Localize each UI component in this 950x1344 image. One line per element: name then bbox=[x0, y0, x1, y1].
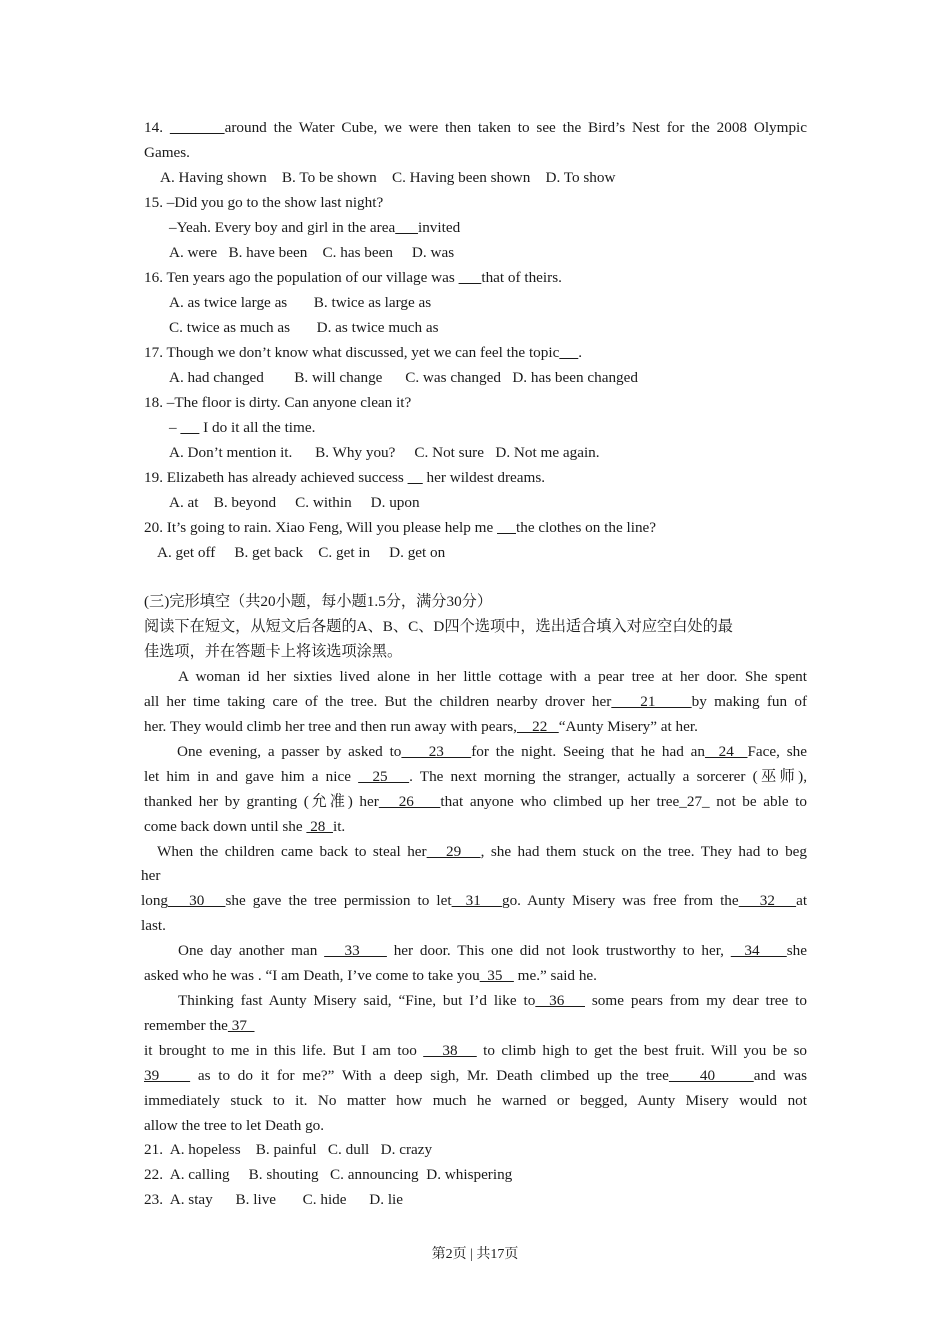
q19-blank bbox=[408, 469, 423, 486]
q15-blank bbox=[395, 219, 418, 236]
blank-21: 21 bbox=[611, 693, 692, 710]
q14-stem-cont: Games. bbox=[144, 144, 190, 161]
passage-p4-line1 bbox=[178, 941, 807, 961]
passage-text: it. bbox=[332, 818, 346, 835]
q16-text-end: that of theirs. bbox=[481, 269, 562, 286]
passage-text: “Aunty Misery” at her. bbox=[558, 718, 698, 735]
passage-p2-line2 bbox=[144, 767, 807, 787]
passage-p5-line5: immediately stuck to it. No matter how much he warned or begged, Aunty Misery would not bbox=[144, 1092, 807, 1109]
section-heading: (三)完形填空（共20小题，每小题1.5分，满分30分） bbox=[144, 593, 493, 610]
blank-38: 38 bbox=[423, 1042, 477, 1059]
passage-text: it brought to me in this life. But I am too bbox=[144, 1042, 424, 1059]
answer-options-22: 22. A. calling B. shouting C. announcing D. whispering bbox=[144, 1166, 513, 1183]
q20-text: 20. It’s going to rain. Xiao Feng, Will you please help me bbox=[144, 519, 498, 536]
blank-36: 36 bbox=[535, 992, 585, 1009]
q16-stem bbox=[144, 268, 562, 288]
passage-p5-line2 bbox=[144, 1016, 255, 1036]
passage-text: remember the bbox=[144, 1017, 228, 1034]
blank-29: 29 bbox=[426, 843, 481, 860]
passage-text: to climb high to get the best fruit. Will you be so bbox=[476, 1042, 808, 1059]
q20-text-end: the clothes on the line? bbox=[516, 519, 657, 536]
passage-text: . The next morning the stranger, actually a sorcerer (巫师), bbox=[409, 768, 807, 785]
passage-p2-line4 bbox=[144, 817, 345, 837]
q20-stem bbox=[144, 518, 656, 538]
passage-p1-line1: A woman id her sixties lived alone in her little cottage with a pear tree at her door. She spent bbox=[178, 668, 807, 685]
q18-reply bbox=[169, 418, 315, 438]
blank-31: 31 bbox=[451, 892, 502, 909]
passage-p5-line1 bbox=[178, 991, 807, 1011]
passage-text: for the night. Seeing that he had an bbox=[471, 743, 705, 760]
answer-options-21: 21. A. hopeless B. painful C. dull D. crazy bbox=[144, 1141, 433, 1158]
section-instruction-cont: 佳选项，并在答题卡上将该选项涂黑。 bbox=[144, 643, 403, 660]
q16-options-row1: A. as twice large as B. twice as large as bbox=[169, 294, 432, 311]
passage-text: One evening, a passer by asked to bbox=[177, 743, 402, 760]
page-footer: 第2页 | 共17页 bbox=[431, 1247, 519, 1262]
q18-dash: – bbox=[169, 419, 181, 436]
q18-reply-text: I do it all the time. bbox=[199, 419, 316, 436]
q15-options: A. were B. have been C. has been D. was bbox=[169, 244, 455, 261]
blank-34: 34 bbox=[730, 942, 787, 959]
passage-text: all her time taking care of the tree. But the children nearby drover her bbox=[144, 693, 612, 710]
q14-stem bbox=[144, 118, 807, 138]
q17-blank bbox=[559, 344, 578, 361]
q14-blank bbox=[170, 119, 225, 136]
passage-p5-line4 bbox=[144, 1066, 807, 1086]
blank-26: 26 bbox=[378, 793, 441, 810]
blank-39: 39 bbox=[144, 1067, 191, 1084]
passage-text: Thinking fast Aunty Misery said, “Fine, but I’d like to bbox=[178, 992, 536, 1009]
passage-text: as to do it for me?” With a deep sigh, Mr. Death climbed up the tree bbox=[190, 1067, 669, 1084]
q17-period: . bbox=[578, 344, 583, 361]
q15-reply bbox=[169, 218, 460, 238]
blank-37: 37 bbox=[227, 1017, 255, 1034]
passage-p3-line3 bbox=[141, 891, 807, 911]
passage-text: some pears from my dear tree to bbox=[585, 992, 807, 1009]
passage-text: me.” said he. bbox=[513, 967, 597, 984]
passage-text: that anyone who climbed up her tree_27_ not be able to bbox=[440, 793, 808, 810]
passage-text: come back down until she bbox=[144, 818, 307, 835]
passage-text: , she had them stuck on the tree. They had to beg bbox=[480, 843, 808, 860]
passage-text: When the children came back to steal her bbox=[157, 843, 427, 860]
section-instruction: 阅读下在短文，从短文后各题的A、B、C、D四个选项中，选出适合填入对应空白处的最 bbox=[144, 618, 733, 635]
passage-text: asked who he was . “I am Death, I’ve come to take you bbox=[144, 967, 480, 984]
q18-stem: 18. –The floor is dirty. Can anyone clean it? bbox=[144, 394, 412, 411]
blank-28: 28 bbox=[306, 818, 333, 835]
passage-p4-line2 bbox=[144, 966, 597, 986]
q15-reply-end: invited bbox=[417, 219, 461, 236]
blank-30: 30 bbox=[168, 892, 226, 909]
passage-p3-line1 bbox=[157, 842, 807, 862]
passage-text: she bbox=[786, 942, 808, 959]
passage-text: Face, she bbox=[747, 743, 808, 760]
blank-25: 25 bbox=[358, 768, 410, 785]
blank-23: 23 bbox=[401, 743, 472, 760]
q14-text: around the Water Cube, we were then taken to see the Bird’s Nest for the 2008 Olympic bbox=[224, 119, 808, 136]
blank-33: 33 bbox=[324, 942, 387, 959]
q16-text: 16. Ten years ago the population of our village was bbox=[144, 269, 459, 286]
q20-blank bbox=[497, 519, 516, 536]
q17-options: A. had changed B. will change C. was changed D. has been changed bbox=[169, 369, 638, 386]
passage-p2-line3 bbox=[144, 792, 807, 812]
q14-options: A. Having shown B. To be shown C. Having been shown D. To show bbox=[160, 169, 616, 186]
q18-blank bbox=[180, 419, 199, 436]
passage-text: go. Aunty Misery was free from the bbox=[501, 892, 739, 909]
blank-24: 24 bbox=[704, 743, 748, 760]
passage-p2-line1 bbox=[177, 742, 807, 762]
passage-text: and was bbox=[753, 1067, 808, 1084]
answer-options-23: 23. A. stay B. live C. hide D. lie bbox=[144, 1191, 404, 1208]
passage-p1-line2 bbox=[144, 692, 807, 712]
q14-number: 14. bbox=[144, 119, 170, 136]
passage-p3-line2: her bbox=[141, 867, 161, 884]
blank-40: 40 bbox=[668, 1067, 754, 1084]
passage-text: long bbox=[141, 892, 169, 909]
passage-text: her. They would climb her tree and then run away with pears, bbox=[144, 718, 517, 735]
passage-text: by making fun of bbox=[691, 693, 807, 710]
q16-options-row2: C. twice as much as D. as twice much as bbox=[169, 319, 439, 336]
q19-stem bbox=[144, 468, 545, 488]
passage-p5-line6: allow the tree to let Death go. bbox=[144, 1117, 325, 1134]
passage-p5-line3 bbox=[144, 1041, 807, 1061]
passage-text: thanked her by granting (允准) her bbox=[144, 793, 379, 810]
blank-32: 32 bbox=[738, 892, 797, 909]
q17-stem bbox=[144, 343, 582, 363]
passage-text: she gave the tree permission to let bbox=[225, 892, 452, 909]
blank-22: 22 bbox=[516, 718, 559, 735]
q19-options: A. at B. beyond C. within D. upon bbox=[169, 494, 420, 511]
passage-text: at bbox=[796, 892, 808, 909]
q17-text: 17. Though we don’t know what discussed, yet we can feel the topic bbox=[144, 344, 560, 361]
passage-p1-line3 bbox=[144, 717, 698, 737]
q19-text: 19. Elizabeth has already achieved success bbox=[144, 469, 408, 486]
passage-text: let him in and gave him a nice bbox=[144, 768, 359, 785]
q19-text-end: her wildest dreams. bbox=[422, 469, 546, 486]
passage-p3-line4: last. bbox=[141, 917, 166, 934]
q16-blank bbox=[459, 269, 482, 286]
q18-options: A. Don’t mention it. B. Why you? C. Not sure D. Not me again. bbox=[169, 444, 600, 461]
passage-text: One day another man bbox=[178, 942, 325, 959]
blank-35: 35 bbox=[479, 967, 514, 984]
q15-stem: 15. –Did you go to the show last night? bbox=[144, 194, 384, 211]
q15-reply-text: –Yeah. Every boy and girl in the area bbox=[169, 219, 396, 236]
q20-options: A. get off B. get back C. get in D. get on bbox=[157, 544, 446, 561]
passage-text: her door. This one did not look trustworthy to her, bbox=[386, 942, 731, 959]
